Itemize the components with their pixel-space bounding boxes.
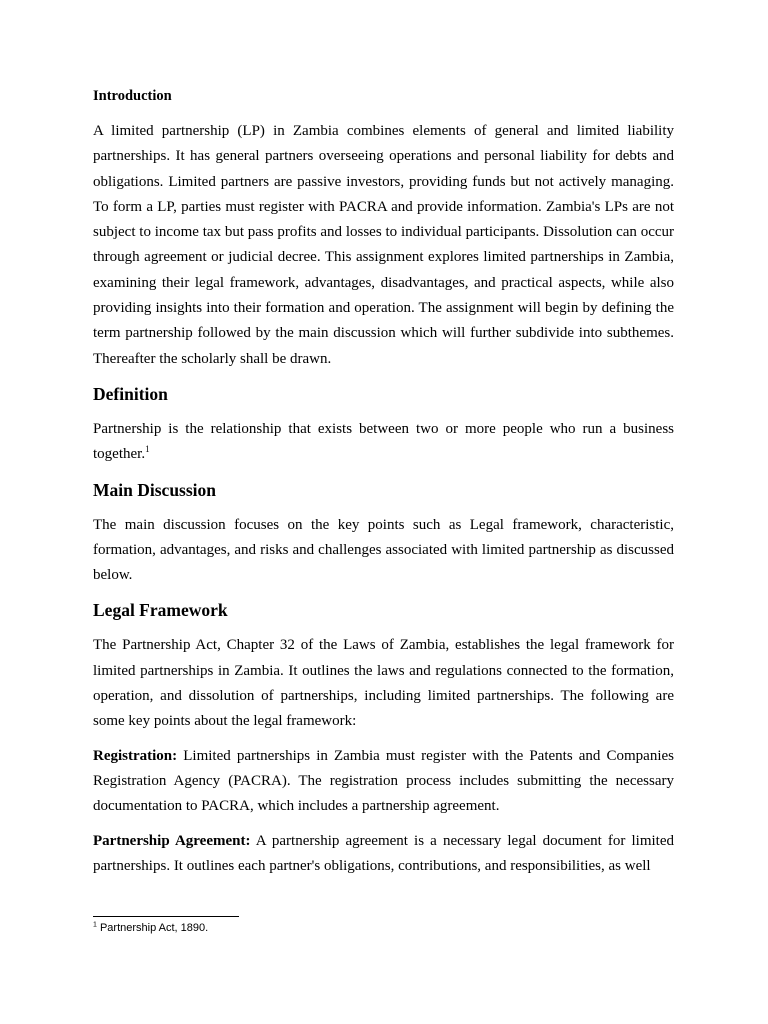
definition-text: Partnership is the relationship that exists between two or more people who run a business together.: [93, 420, 674, 463]
introduction-paragraph: A limited partnership (LP) in Zambia combines elements of general and limited liability partnerships. It has general partners overseeing operations and personal liability for debts and obligations. Limited partners are passive investors, providing funds but not actively managing. To form a LP, parties must register with PACRA and provide information. Zambia's LPs are not subject to income tax but pass profits and losses to individual participants. Dissolution can occur through agreement or judicial decree. This assignment explores limited partnerships in Zambia, examining their legal framework, advantages, disadvantages, and practical aspects, while also providing insights into their formation and operation. The assignment will begin by defining the term partnership followed by the main discussion which will further subdivide into subthemes. Thereafter the scholarly shall be drawn.: [93, 123, 674, 367]
document-page: [93, 86, 674, 888]
registration-paragraph: [93, 744, 674, 820]
partnership-agreement-paragraph: [93, 829, 674, 880]
footnote-reference[interactable]: 1: [145, 444, 150, 455]
introduction-heading: Introduction: [93, 88, 172, 104]
footnote-separator: [93, 916, 239, 917]
footnote-number: 1: [93, 921, 97, 929]
partnership-agreement-label: Partnership Agreement:: [93, 832, 251, 849]
registration-label: Registration:: [93, 747, 178, 764]
partnership-agreement-text: A partnership agreement is a necessary legal document for limited partnerships. It outlines each partner's obligations, contributions, and responsibilities, as well: [93, 832, 675, 874]
registration-text: Limited partnerships in Zambia must register with the Patents and Companies Registration Agency (PACRA). The registration process includes submitting the necessary documentation to PACRA, which includes a partnership agreement.: [93, 747, 674, 815]
definition-heading: Definition: [93, 383, 168, 404]
main-discussion-heading: Main Discussion: [93, 479, 217, 500]
footnote: [93, 920, 208, 936]
main-discussion-paragraph: The main discussion focuses on the key points such as Legal framework, characteristic, formation, advantages, and risks and challenges associated with limited partnership as discussed below.: [93, 516, 674, 584]
footnote-text: Partnership Act, 1890.: [96, 922, 209, 934]
legal-framework-paragraph: The Partnership Act, Chapter 32 of the Laws of Zambia, establishes the legal framework for limited partnerships in Zambia. It outlines the laws and regulations connected to the formation, operation, and dissolution of partnerships, including limited partnerships. The following are some key points about the legal framework:: [93, 637, 674, 730]
legal-framework-heading: Legal Framework: [93, 600, 228, 621]
definition-paragraph: [93, 417, 674, 468]
